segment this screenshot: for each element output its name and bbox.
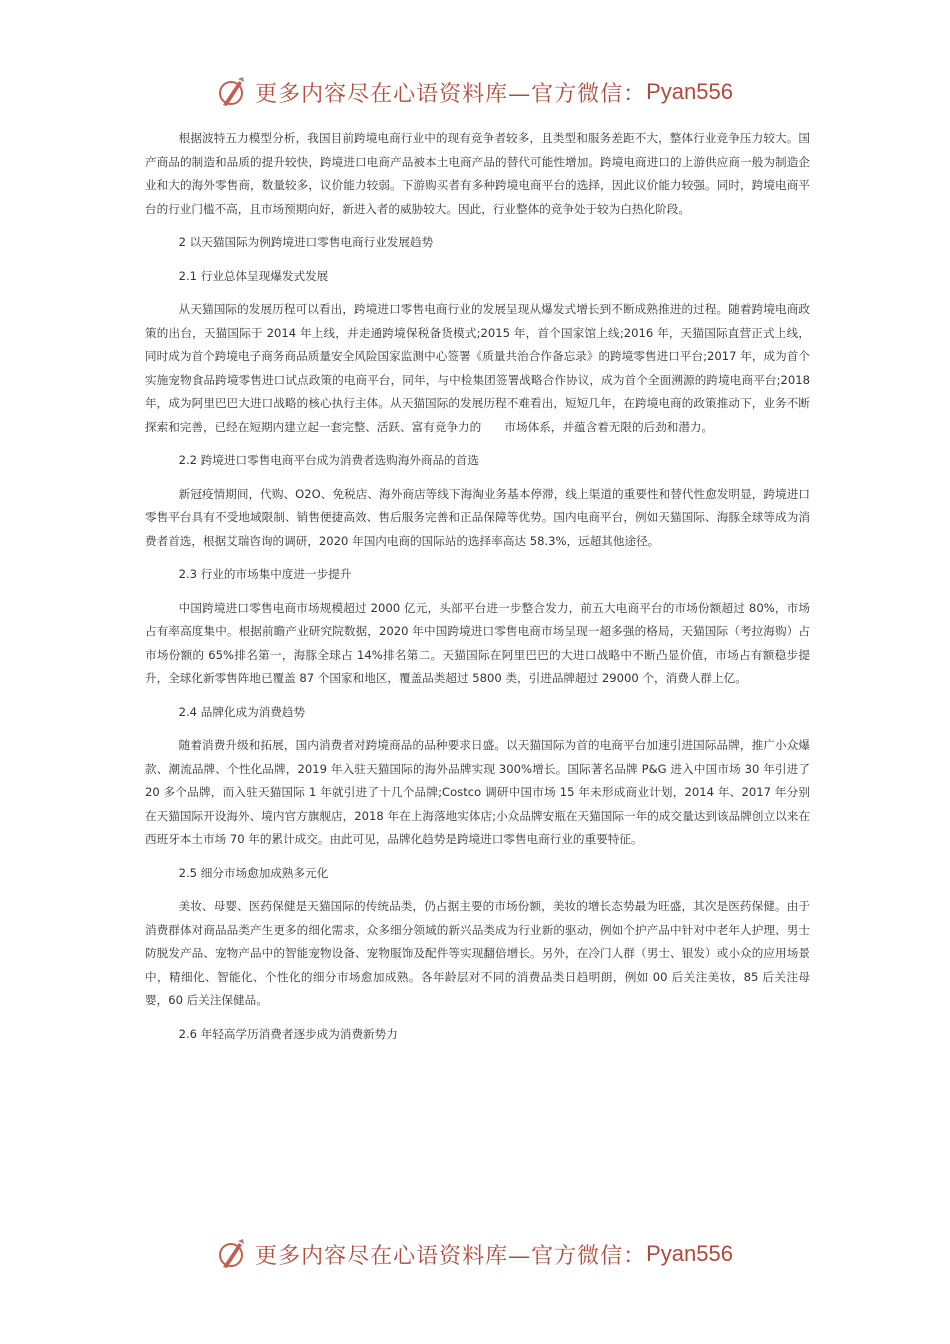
document-body: [145, 127, 810, 1056]
paragraph-2-2: 新冠疫情期间，代购、O2O、免税店、海外商店等线下海淘业务基本停滞，线上渠道的重要性和替代性愈发明显，跨境进口零售平台具有不受地域限制、销售便捷高效、售后服务完善和正品保障等优势。国内电商平台，例如天猫国际、海豚全球等成为消费者首选，根据艾瑞咨询的调研，2020 年国内电商的国际站的选择率高达 58.3%，远超其他途径。: [145, 486, 810, 548]
paragraph-2-1: 从天猫国际的发展历程可以看出，跨境进口零售电商行业的发展呈现从爆发式增长到不断成熟推进的过程。随着跨境电商政策的出台，天猫国际于 2014 年上线，并走通跨境保税备货模式;2015 年，首个国家馆上线;2016 年，天猫国际直营正式上线，同时成为首个跨境电子商务商品质量安全风险国家监测中心签署《质量共治合作备忘录》的跨境零售进口平台;2017 年，成为首个实施宠物食品跨境零售进口试点政策的电商平台，同年，与中检集团签署战略合作协议，成为首个全面溯源的跨境电商平台;2018 年，成为阿里巴巴大进口战略的核心执行主体。从天猫国际的发展历程不难看出，短短几年，在跨境电商的政策推动下，业务不断探索和完善，已经在短期内建立起一套完整、活跃、富有竞争力的 市场体系，并蕴含着无限的后劲和潜力。: [145, 302, 810, 434]
section-heading-2-2: 2.2 跨境进口零售电商平台成为消费者选购海外商品的首选: [178, 453, 480, 467]
section-heading-2-6: 2.6 年轻高学历消费者逐步成为消费新势力: [178, 1026, 398, 1041]
header-watermark-banner: [0, 72, 950, 112]
pen-logo-icon: [217, 1237, 247, 1271]
section-heading-2: 2 以天猫国际为例跨境进口零售电商行业发展趋势: [178, 235, 434, 249]
section-heading-2-4: 2.4 品牌化成为消费趋势: [178, 704, 306, 719]
banner-wechat-id: Pyan556: [646, 79, 733, 104]
pen-logo-icon: [217, 75, 247, 109]
footer-watermark-banner: [0, 1234, 950, 1274]
paragraph-2-5: 美妆、母婴、医药保健是天猫国际的传统品类，仍占据主要的市场份额，美妆的增长态势最为旺盛，其次是医药保健。由于消费群体对商品品类产生更多的细化需求，众多细分领域的新兴品类成为行业新的驱动，例如个护产品中针对中老年人护理、男士防脱发产品、宠物产品中的智能宠物设备、宠物服饰及配件等实现翻倍增长。另外，在冷门人群（男士、银发）或小众的应用场景中，精细化、智能化、个性化的细分市场愈加成熟。各年龄层对不同的消费品类日趋明朗，例如 00 后关注美妆，85 后关注母婴，60 后关注保健品。: [145, 899, 810, 1007]
paragraph-2-3: 中国跨境进口零售电商市场规模超过 2000 亿元，头部平台进一步整合发力，前五大电商平台的市场份额超过 80%，市场占有率高度集中。根据前瞻产业研究院数据，2020 年中国跨境进口零售电商市场呈现一超多强的格局，天猫国际（考拉海购）占市场份额的 65%排名第一，海豚全球占 14%排名第二。天猫国际在阿里巴巴的大进口战略中不断凸显价值，市场占有额稳步提升，全球化新零售阵地已覆盖 87 个国家和地区，覆盖品类超过 5800 类，引进品牌超过 29000 个，消费人群上亿。: [145, 600, 810, 685]
banner-text: 更多内容尽在心语资料库—官方微信：: [255, 1243, 647, 1269]
section-heading-2-5: 2.5 细分市场愈加成熟多元化: [178, 865, 329, 880]
banner-text: 更多内容尽在心语资料库—官方微信：: [255, 81, 647, 107]
banner-wechat-id: Pyan556: [646, 1241, 733, 1266]
section-heading-2-1: 2.1 行业总体呈现爆发式发展: [178, 268, 329, 283]
paragraph-2-4: 随着消费升级和拓展，国内消费者对跨境商品的品种要求日盛。以天猫国际为首的电商平台加速引进国际品牌，推广小众爆款、潮流品牌、个性化品牌，2019 年入驻天猫国际的海外品牌实现 300%增长。国际著名品牌 P&G 进入中国市场 30 年引进了 20 多个品牌，而入驻天猫国际 1 年就引进了十几个品牌;Costco 调研中国市场 15 年未形成商业计划，2014 年、2017 年分别在天猫国际开设海外、境内官方旗舰店，2018 年在上海落地实体店;小众品牌安瓶在天猫国际一年的成交量达到该品牌创立以来在西班牙本土市场 70 年的累计成交。由此可见，品牌化趋势是跨境进口零售电商行业的重要特征。: [145, 738, 810, 846]
section-heading-2-3: 2.3 行业的市场集中度进一步提升: [178, 567, 352, 581]
paragraph-intro: 根据波特五力模型分析，我国目前跨境电商行业中的现有竞争者较多，且类型和服务差距不大，整体行业竞争压力较大。国产商品的制造和品质的提升较快，跨境进口电商产品被本土电商产品的替代可能性增加。跨境电商进口的上游供应商一般为制造企业和大的海外零售商，数量较多，议价能力较弱。下游购买者有多种跨境电商平台的选择，因此议价能力较强。同时，跨境电商平台的行业门槛不高，且市场预期向好，新进入者的威胁较大。因此，行业整体的竞争处于较为白热化阶段。: [145, 131, 810, 216]
